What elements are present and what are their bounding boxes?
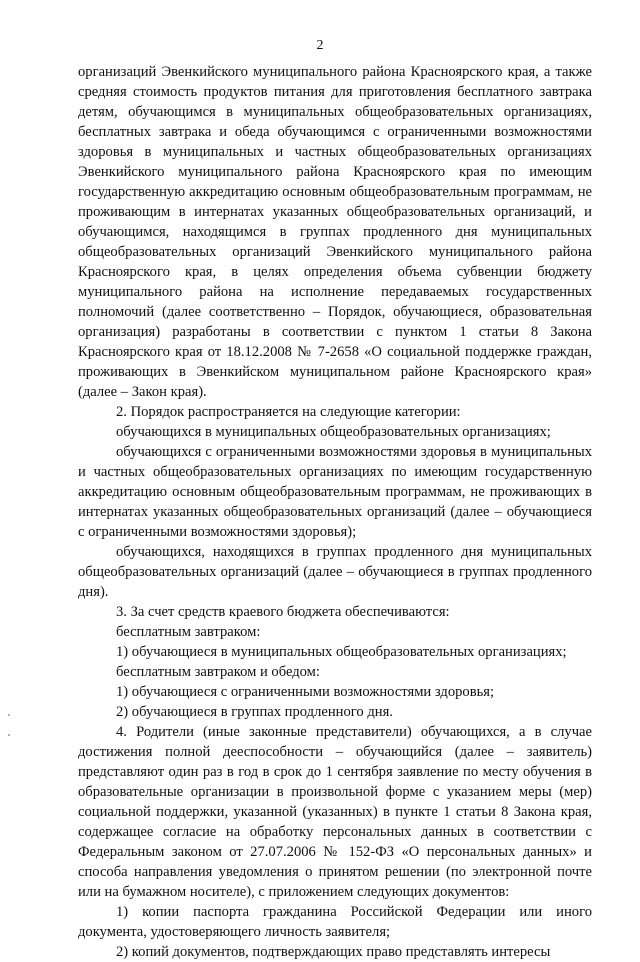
paragraph-3: 3. За счет средств краевого бюджета обеспечиваются: xyxy=(116,604,450,620)
paragraph-2-category-1: обучающихся в муниципальных общеобразовательных организациях; xyxy=(116,424,551,440)
paragraph-3-breakfast: бесплатным завтраком: xyxy=(116,624,261,640)
paragraph-2: 2. Порядок распространяется на следующие категории: xyxy=(116,404,461,420)
paragraph-2-category-3: обучающихся, находящихся в группах продленного дня муниципальных общеобразовательных организаций (далее – обучающиеся в группах продленного дня). xyxy=(78,544,592,600)
paragraph-3-breakfast-item-1: 1) обучающиеся в муниципальных общеобразовательных организациях; xyxy=(116,644,567,660)
paragraph-3-breakfast-lunch: бесплатным завтраком и обедом: xyxy=(116,664,320,680)
paragraph-intro: организаций Эвенкийского муниципального района Красноярского края, а также средняя стоимость продуктов питания для приготовления бесплатного завтрака детям, обучающимся в муниципальных общеобразовательных организациях, бесплатных завтрака и обеда обучающимся с ограниченными возможностями здоровья в муниципальных и частных общеобразовательных организациях Эвенкийского муниципального района Красноярского края по имеющим государственную аккредитацию основным общеобразовательным программам, не проживающим в интернатах указанных общеобразовательных организаций, и обучающимся, находящимся в группах продленного дня муниципальных общеобразовательных организаций Эвенкийского муниципального района Красноярского края, в целях определения объема субвенции бюджету муниципального района на исполнение передаваемых государственных полномочий (далее соответственно – Порядок, обучающиеся, образовательная организация) разработаны в соответствии с пунктом 1 статьи 8 Закона Красноярского края от 18.12.2008 № 7-2658 «О социальной поддержке граждан, проживающих в Эвенкийском муниципальном районе Красноярского края» (далее – Закон края). xyxy=(78,64,592,400)
paragraph-4-item-1: 1) копии паспорта гражданина Российской Федерации или иного документа, удостоверяющего личность заявителя; xyxy=(78,904,592,940)
paragraph-3-breakfast-lunch-item-1: 1) обучающиеся с ограниченными возможностями здоровья; xyxy=(116,684,495,700)
scan-mark xyxy=(8,714,10,716)
paragraph-2-category-2: обучающихся с ограниченными возможностями здоровья в муниципальных и частных общеобразовательных организациях по имеющим государственную аккредитацию основным общеобразовательным программам, не проживающих в интернатах указанных общеобразовательных организаций (далее – обучающиеся с ограниченными возможностями здоровья); xyxy=(78,444,592,540)
body-text xyxy=(78,62,592,962)
page-number: 2 xyxy=(316,38,324,53)
paragraph-4: 4. Родители (иные законные представители) обучающихся, а в случае достижения полной дееспособности – обучающийся (далее – заявитель) представляют один раз в год в срок до 1 сентября заявление по месту обучения в образовательные организации в произвольной форме с указанием меры (мер) социальной поддержки, указанной (указанных) в пункте 1 статьи 8 Закона края, содержащее согласие на обработку персональных данных в соответствии с Федеральным законом от 27.07.2006 № 152-ФЗ «О персональных данных» и способа направления уведомления о принятом решении (по электронной почте или на бумажном носителе), с приложением следующих документов: xyxy=(78,724,592,900)
paragraph-3-breakfast-lunch-item-2: 2) обучающиеся в группах продленного дня. xyxy=(116,704,393,720)
scan-mark xyxy=(8,734,10,736)
paragraph-4-item-2: 2) копий документов, подтверждающих право представлять интересы xyxy=(116,944,551,960)
